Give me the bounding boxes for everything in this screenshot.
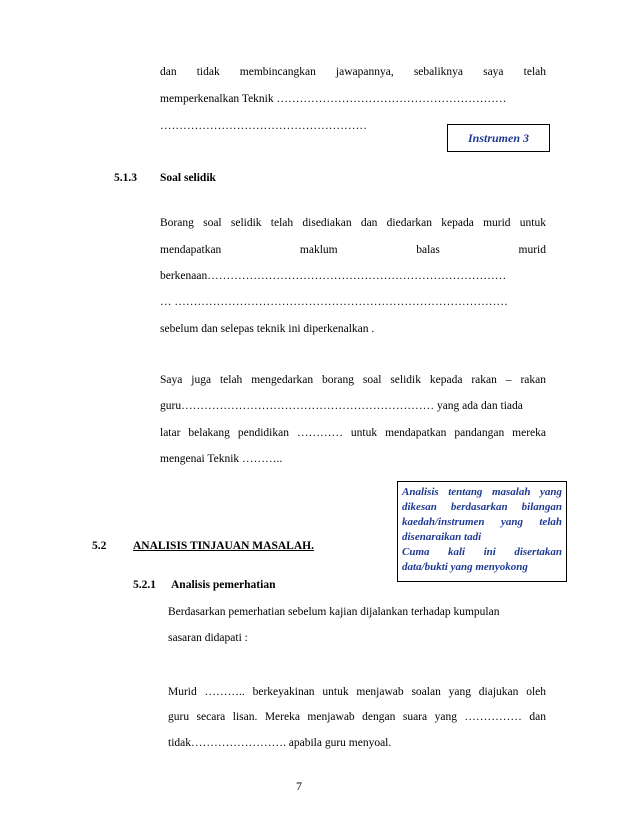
section-521-p1-line-2: sasaran didapati : bbox=[168, 632, 248, 644]
analisis-callout-line-4: disenaraikan tadi bbox=[402, 531, 482, 543]
intro-line-2: memperkenalkan Teknik …………………………………………………… bbox=[160, 93, 507, 105]
section-513-p1-line-1: Borang soal selidik telah disediakan dan diedarkan kepada murid untuk bbox=[160, 217, 546, 229]
analisis-callout bbox=[397, 481, 567, 582]
section-513-p2-line-1: Saya juga telah mengedarkan borang soal selidik kepada rakan – rakan bbox=[160, 374, 546, 386]
section-521-p1-line-1: Berdasarkan pemerhatian sebelum kajian dijalankan terhadap kumpulan bbox=[168, 606, 500, 618]
page-number: 7 bbox=[296, 779, 302, 793]
section-52-number: 5.2 bbox=[92, 540, 107, 552]
intro-line-1: dan tidak membincangkan jawapannya, sebaliknya saya telah bbox=[160, 66, 546, 78]
section-513-p1-line-4: … …………………………………………………………………………… bbox=[160, 296, 508, 308]
analisis-callout-line-2: dikesan berdasarkan bilangan bbox=[402, 501, 562, 513]
section-513-p2-line-4: mengenai Teknik ……….. bbox=[160, 453, 283, 465]
analisis-callout-line-3: kaedah/instrumen yang telah bbox=[402, 516, 562, 528]
section-521-number: 5.2.1 bbox=[133, 579, 156, 591]
section-521-title: Analisis pemerhatian bbox=[171, 579, 276, 591]
instrumen-3-callout: Instrumen 3 bbox=[447, 124, 550, 152]
section-521-p2-line-1: Murid ……….. berkeyakinan untuk menjawab soalan yang diajukan oleh bbox=[168, 686, 546, 698]
analisis-callout-line-6: data/bukti yang menyokong bbox=[402, 561, 528, 573]
intro-line-3: ……………………………………………… bbox=[160, 120, 367, 132]
section-513-p2-line-2: guru………………………………………………………… yang ada dan tiada bbox=[160, 400, 523, 412]
section-52-title: ANALISIS TINJAUAN MASALAH. bbox=[133, 540, 314, 552]
section-513-number: 5.1.3 bbox=[114, 172, 137, 184]
section-513-p1-line-3: berkenaan…………………………………………………………………… bbox=[160, 270, 507, 282]
section-513-p2-line-3: latar belakang pendidikan ………… untuk mendapatkan pandangan mereka bbox=[160, 427, 546, 439]
section-513-p1-line-5: sebelum dan selepas teknik ini diperkenalkan . bbox=[160, 323, 375, 335]
section-513-p1-line-2: mendapatkan maklum balas murid bbox=[160, 244, 546, 256]
analisis-callout-line-5: Cuma kali ini disertakan bbox=[402, 546, 562, 558]
section-521-p2-line-3: tidak……………………. apabila guru menyoal. bbox=[168, 737, 392, 749]
analisis-callout-line-1: Analisis tentang masalah yang bbox=[402, 486, 562, 498]
section-513-title: Soal selidik bbox=[160, 172, 216, 184]
section-521-p2-line-2: guru secara lisan. Mereka menjawab dengan suara yang …………… dan bbox=[168, 711, 546, 723]
